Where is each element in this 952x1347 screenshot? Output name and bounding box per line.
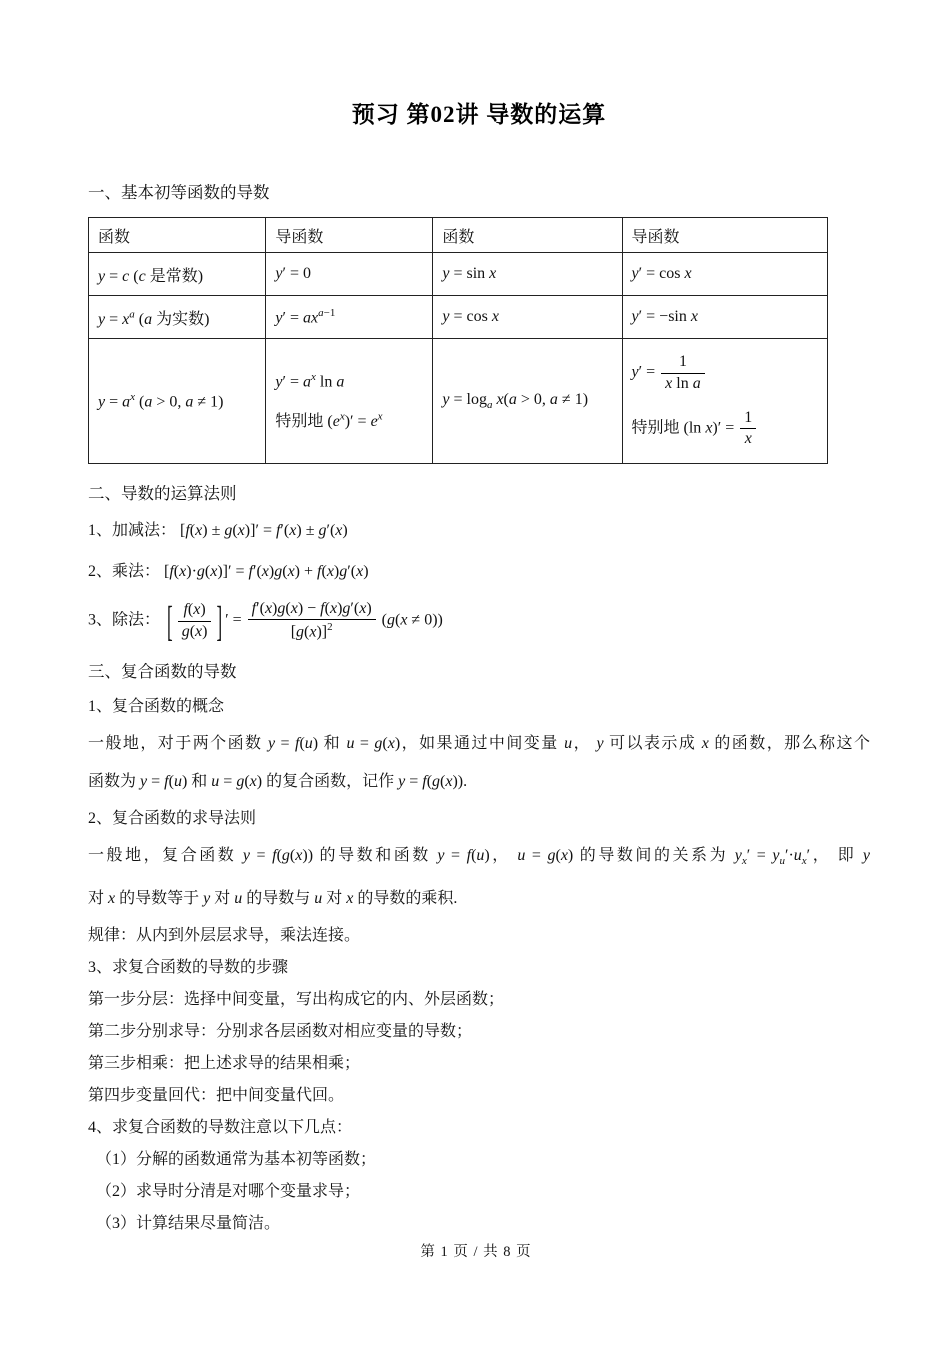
steps-heading: 3、求复合函数的导数的步骤: [88, 959, 289, 977]
step-3: 第三步相乘：把上述求导的结果相乘；: [88, 1055, 361, 1073]
table-row: [89, 296, 828, 339]
step-4: 第四步变量回代：把中间变量代回。: [88, 1087, 345, 1105]
formula: $y = \log_a x(a > 0$, a ≠ 1): [442, 390, 589, 412]
table-cell: [89, 296, 266, 339]
composite-concept-line-2: 函数为 y = f(u) 和 u = g(x) 的复合函数，记作 y = f(g(x)).: [88, 773, 468, 791]
formula: y′ = $\frac{1}{\text{x ln a}}$: [632, 353, 818, 393]
formula: $y = a^x$ (a > 0, a ≠ 1): [98, 390, 224, 411]
composite-rule-line-2: 对 x 的导数等于 y 对 u 的导数与 u 对 x 的导数的乘积.: [88, 890, 458, 908]
formula: $y' = a^x$ ln a: [275, 371, 345, 391]
table-cell: [622, 296, 827, 339]
formula: 特别地 (ln x)′ = $\frac{1}{x}$: [632, 409, 818, 449]
table-header-function-1: 函数: [89, 218, 266, 253]
rule-multiplication: 2、乘法： [f(x)·g(x)]′ = f′(x)g(x) + f(x)g′(x): [88, 563, 369, 580]
formula: y = cos x: [442, 308, 499, 325]
rule-division: 3、除法： [ $\frac{f(x)}{g(x)}$ ] ′ = $\frac{f'(x)g(x) - f(x)g'(x)}{[g(x)]^2}$ (g(x ≠ 0)): [88, 597, 443, 645]
section-2-heading: 二、导数的运算法则: [88, 484, 237, 503]
table-cell: [266, 253, 433, 296]
table-cell: [266, 296, 433, 339]
table-cell: [433, 253, 622, 296]
page-footer: 第 1 页 / 共 8 页: [420, 1244, 532, 1260]
table-cell: [89, 339, 266, 464]
formula: y = c (c 是常数): [98, 267, 204, 285]
derivative-table: [88, 217, 828, 464]
note-3: （3）计算结果尽量简洁。: [96, 1215, 281, 1233]
formula: y′ = −sin x: [631, 308, 698, 325]
formula: $y = x^a$ (a 为实数): [98, 308, 210, 328]
composite-concept-line-1: 一般地，对于两个函数 y = f(u) 和 u = g(x)，如果通过中间变量 u， y 可以表示成 x 的函数，那么称这个: [88, 735, 870, 753]
formula: y′ = cos x: [631, 265, 692, 282]
table-cell: [266, 339, 433, 464]
table-header-derivative-2: 导函数: [622, 218, 827, 253]
note-2: （2）求导时分清是对哪个变量求导；: [96, 1183, 361, 1201]
notes-heading: 4、求复合函数的导数注意以下几点：: [88, 1119, 353, 1137]
composite-rule-heading: 2、复合函数的求导法则: [88, 810, 257, 828]
formula: y = sin x: [442, 265, 497, 282]
table-header-row: [89, 218, 828, 253]
table-header-derivative-1: 导函数: [266, 218, 433, 253]
table-cell: [89, 253, 266, 296]
rule-addition-subtraction: 1、加减法： [f(x) ± g(x)]′ = f′(x) ± g′(x): [88, 522, 348, 539]
step-2: 第二步分别求导：分别求各层函数对相应变量的导数；: [88, 1023, 473, 1041]
table-header-function-2: 函数: [433, 218, 622, 253]
table-cell: [433, 339, 622, 464]
table-row: [89, 339, 828, 464]
formula: $y' = ax^{a-1}$: [275, 306, 336, 327]
table-cell: [622, 339, 827, 464]
rule-of-thumb: 规律：从内到外层层求导，乘法连接。: [88, 927, 361, 945]
section-3-heading: 三、复合函数的导数: [88, 662, 237, 682]
table-cell: [622, 253, 827, 296]
page-title: 预习 第02讲 导数的运算: [351, 102, 607, 127]
section-1-heading: 一、基本初等函数的导数: [88, 183, 270, 202]
table-row: [89, 253, 828, 296]
composite-rule-line-1: 一般地，复合函数 y = f(g(x)) 的导数和函数 y = f(u)， u = g(x) 的导数间的关系为 $y_x' = y_u'\cdot u_x'$， 即 y: [88, 847, 870, 868]
formula: y′ = 0: [275, 265, 311, 282]
step-1: 第一步分层：选择中间变量，写出构成它的内、外层函数；: [88, 991, 505, 1009]
composite-concept-heading: 1、复合函数的概念: [88, 698, 225, 716]
note-1: （1）分解的函数通常为基本初等函数；: [96, 1151, 377, 1169]
formula: 特别地 $(e^x)' = e^x$: [275, 410, 383, 430]
table-cell: [433, 296, 622, 339]
